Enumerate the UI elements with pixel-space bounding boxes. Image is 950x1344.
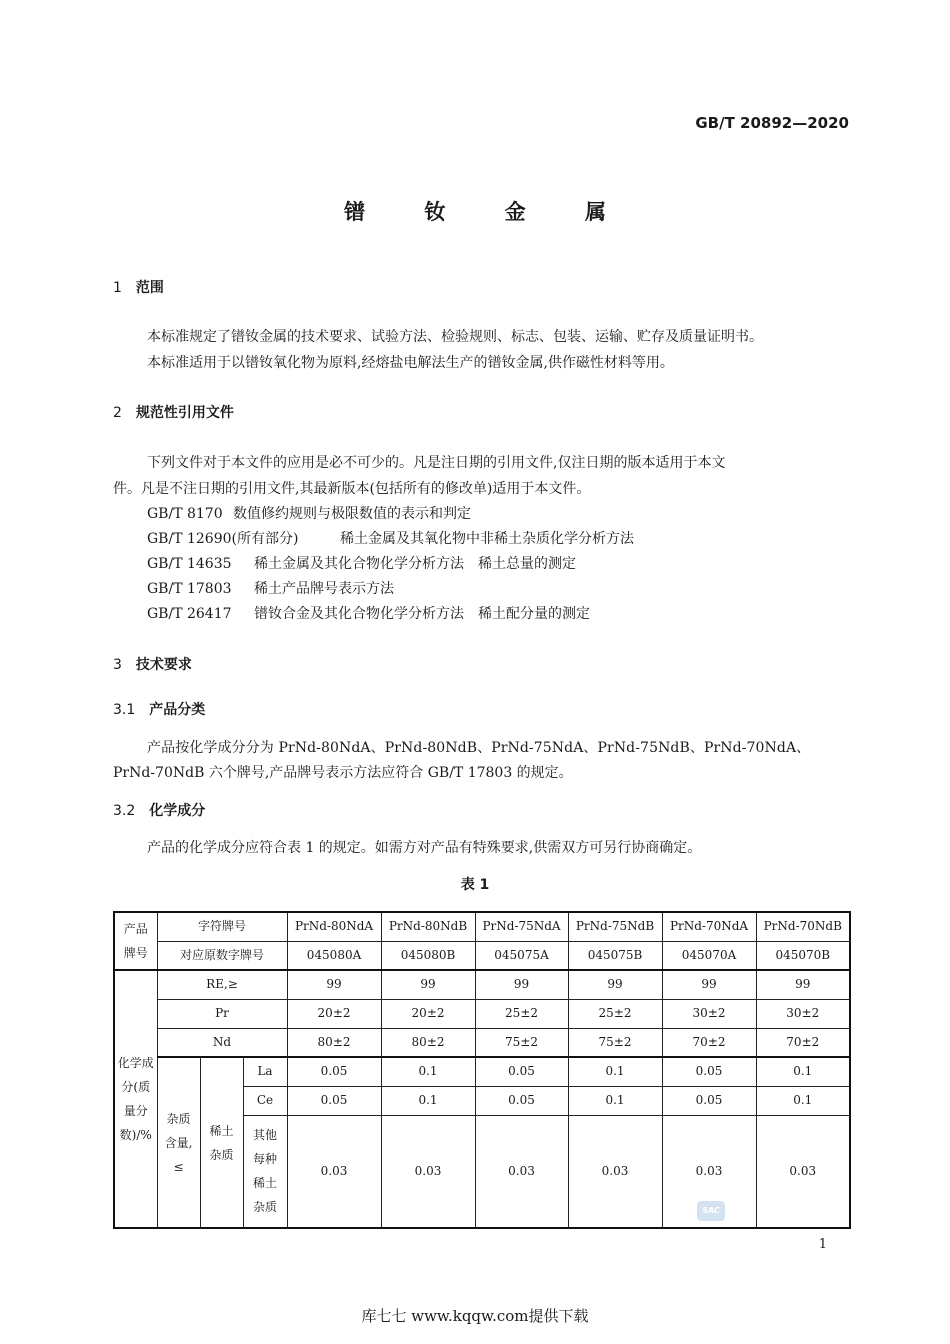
section-3-heading (113, 654, 192, 674)
table-caption: 表 1 (460, 877, 490, 893)
table-cell: 0.1 (568, 1057, 662, 1086)
table-row (114, 970, 850, 999)
table-cell: 0.03 (662, 1115, 756, 1228)
table-cell: 75±2 (568, 1028, 662, 1057)
table-row (114, 999, 850, 1028)
section-number: 3 (113, 657, 122, 673)
section-number: 1 (113, 280, 122, 296)
reference-code: GB/T 26417 (147, 606, 232, 622)
section-number: 3.1 (113, 702, 136, 718)
table-cell: 045075B (568, 941, 662, 970)
reference-item (147, 528, 634, 548)
table-cell: 25±2 (475, 999, 568, 1028)
section-1-paragraph: 本标准适用于以镨钕氧化物为原料,经熔盐电解法生产的镨钕金属,供作磁性材料等用。 (147, 355, 674, 371)
table-cell: 0.05 (475, 1057, 568, 1086)
section-title: 范围 (135, 280, 164, 296)
table-cell: 80±2 (287, 1028, 381, 1057)
download-footer: 库七七 www.kqqw.com提供下载 (361, 1307, 589, 1325)
section-3-1-paragraph: 产品按化学成分分为 PrNd-80NdA、PrNd-80NdB、PrNd-75NdA、PrNd-75NdB、PrNd-70NdA、 (147, 740, 811, 756)
table-cell: 99 (568, 970, 662, 999)
section-3-2-heading (113, 800, 205, 820)
table-row (114, 1028, 850, 1057)
section-title: 产品分类 (149, 702, 206, 718)
table-cell: 045080A (287, 941, 381, 970)
table-cell: 20±2 (287, 999, 381, 1028)
reference-item (147, 578, 394, 598)
table-cell: 0.1 (756, 1086, 850, 1115)
reference-title: 镨钕合金及其化合物化学分析方法 稀土配分量的测定 (254, 606, 590, 622)
product-grade-label: 产品牌号 (114, 912, 157, 970)
reference-title: 数值修约规则与极限数值的表示和判定 (233, 506, 471, 522)
table-cell: 99 (662, 970, 756, 999)
table-cell: 0.05 (662, 1086, 756, 1115)
table-row (114, 941, 850, 970)
reference-title: 稀土产品牌号表示方法 (254, 581, 394, 597)
table-cell: 99 (287, 970, 381, 999)
impurity-label: 杂质含量,≤ (157, 1057, 200, 1228)
section-2-intro: 下列文件对于本文件的应用是必不可少的。凡是注日期的引用文件,仅注日期的版本适用于本文 (147, 455, 726, 471)
section-1-heading (113, 277, 164, 297)
standard-number: GB/T 20892—2020 (695, 114, 849, 132)
section-3-1-heading (113, 699, 205, 719)
table-cell: 30±2 (662, 999, 756, 1028)
table-cell: PrNd-75NdA (475, 912, 568, 941)
table-cell: 30±2 (756, 999, 850, 1028)
section-3-2-paragraph: 产品的化学成分应符合表 1 的规定。如需方对产品有特殊要求,供需双方可另行协商确定。 (147, 840, 702, 856)
row-label: La (243, 1057, 287, 1086)
table-cell: 0.03 (287, 1115, 381, 1228)
table-cell: 0.1 (381, 1086, 475, 1115)
section-2-heading (113, 402, 234, 422)
table-cell: 0.05 (475, 1086, 568, 1115)
table-cell: 0.03 (475, 1115, 568, 1228)
row-label: RE,≥ (157, 970, 287, 999)
table-cell: 99 (475, 970, 568, 999)
reference-item (147, 503, 471, 523)
table-cell: PrNd-80NdA (287, 912, 381, 941)
section-number: 2 (113, 405, 122, 421)
table-cell: 0.1 (568, 1086, 662, 1115)
row-label: Pr (157, 999, 287, 1028)
table-cell: 99 (381, 970, 475, 999)
row-label: Nd (157, 1028, 287, 1057)
reference-code: GB/T 12690(所有部分) (147, 531, 299, 547)
table-cell: 99 (756, 970, 850, 999)
table-cell: 045075A (475, 941, 568, 970)
reference-code: GB/T 8170 (147, 506, 223, 522)
section-title: 技术要求 (135, 657, 192, 673)
table-cell: 0.03 (381, 1115, 475, 1228)
table-cell: 75±2 (475, 1028, 568, 1057)
section-title: 规范性引用文件 (135, 405, 234, 421)
row-label: Ce (243, 1086, 287, 1115)
table-cell: 80±2 (381, 1028, 475, 1057)
table-cell: PrNd-75NdB (568, 912, 662, 941)
table-cell: 70±2 (756, 1028, 850, 1057)
table-cell: 0.1 (381, 1057, 475, 1086)
section-3-1-paragraph: PrNd-70NdB 六个牌号,产品牌号表示方法应符合 GB/T 17803 的规定。 (113, 765, 573, 781)
table-cell: 0.05 (287, 1057, 381, 1086)
char-grade-label: 字符牌号 (157, 912, 287, 941)
reference-item (147, 553, 576, 573)
chem-composition-label: 化学成分(质量分数)/% (114, 970, 157, 1228)
table-cell: PrNd-70NdA (662, 912, 756, 941)
reference-code: GB/T 14635 (147, 556, 232, 572)
table-cell: 70±2 (662, 1028, 756, 1057)
page-number: 1 (818, 1237, 827, 1252)
table-cell: 0.05 (662, 1057, 756, 1086)
table-cell: 0.03 (756, 1115, 850, 1228)
table-cell: PrNd-70NdB (756, 912, 850, 941)
table-cell: 25±2 (568, 999, 662, 1028)
reference-title: 稀土金属及其氧化物中非稀土杂质化学分析方法 (340, 531, 634, 547)
document-title: 镨 钕 金 属 (344, 200, 632, 224)
reference-item (147, 603, 590, 623)
table-cell: 0.1 (756, 1057, 850, 1086)
sac-watermark-logo: SAC (697, 1201, 725, 1221)
reference-title: 稀土金属及其化合物化学分析方法 稀土总量的测定 (254, 556, 576, 572)
row-label: 其他每种稀土杂质 (243, 1115, 287, 1228)
table-cell: PrNd-80NdB (381, 912, 475, 941)
section-number: 3.2 (113, 803, 136, 819)
table-cell: 0.05 (287, 1086, 381, 1115)
table-cell: 045070A (662, 941, 756, 970)
reference-code: GB/T 17803 (147, 581, 232, 597)
table-row (114, 1057, 850, 1086)
section-2-intro: 件。凡是不注日期的引用文件,其最新版本(包括所有的修改单)适用于本文件。 (113, 481, 591, 497)
table-cell: 045070B (756, 941, 850, 970)
digit-grade-label: 对应原数字牌号 (157, 941, 287, 970)
table-cell: 20±2 (381, 999, 475, 1028)
table-cell: 0.03 (568, 1115, 662, 1228)
section-1-paragraph: 本标准规定了镨钕金属的技术要求、试验方法、检验规则、标志、包装、运输、贮存及质量证明书。 (147, 329, 763, 345)
table-row (114, 912, 850, 941)
re-impurity-label: 稀土杂质 (200, 1057, 243, 1228)
chemical-composition-table (113, 911, 851, 1229)
section-title: 化学成分 (149, 803, 206, 819)
table-cell: 045080B (381, 941, 475, 970)
